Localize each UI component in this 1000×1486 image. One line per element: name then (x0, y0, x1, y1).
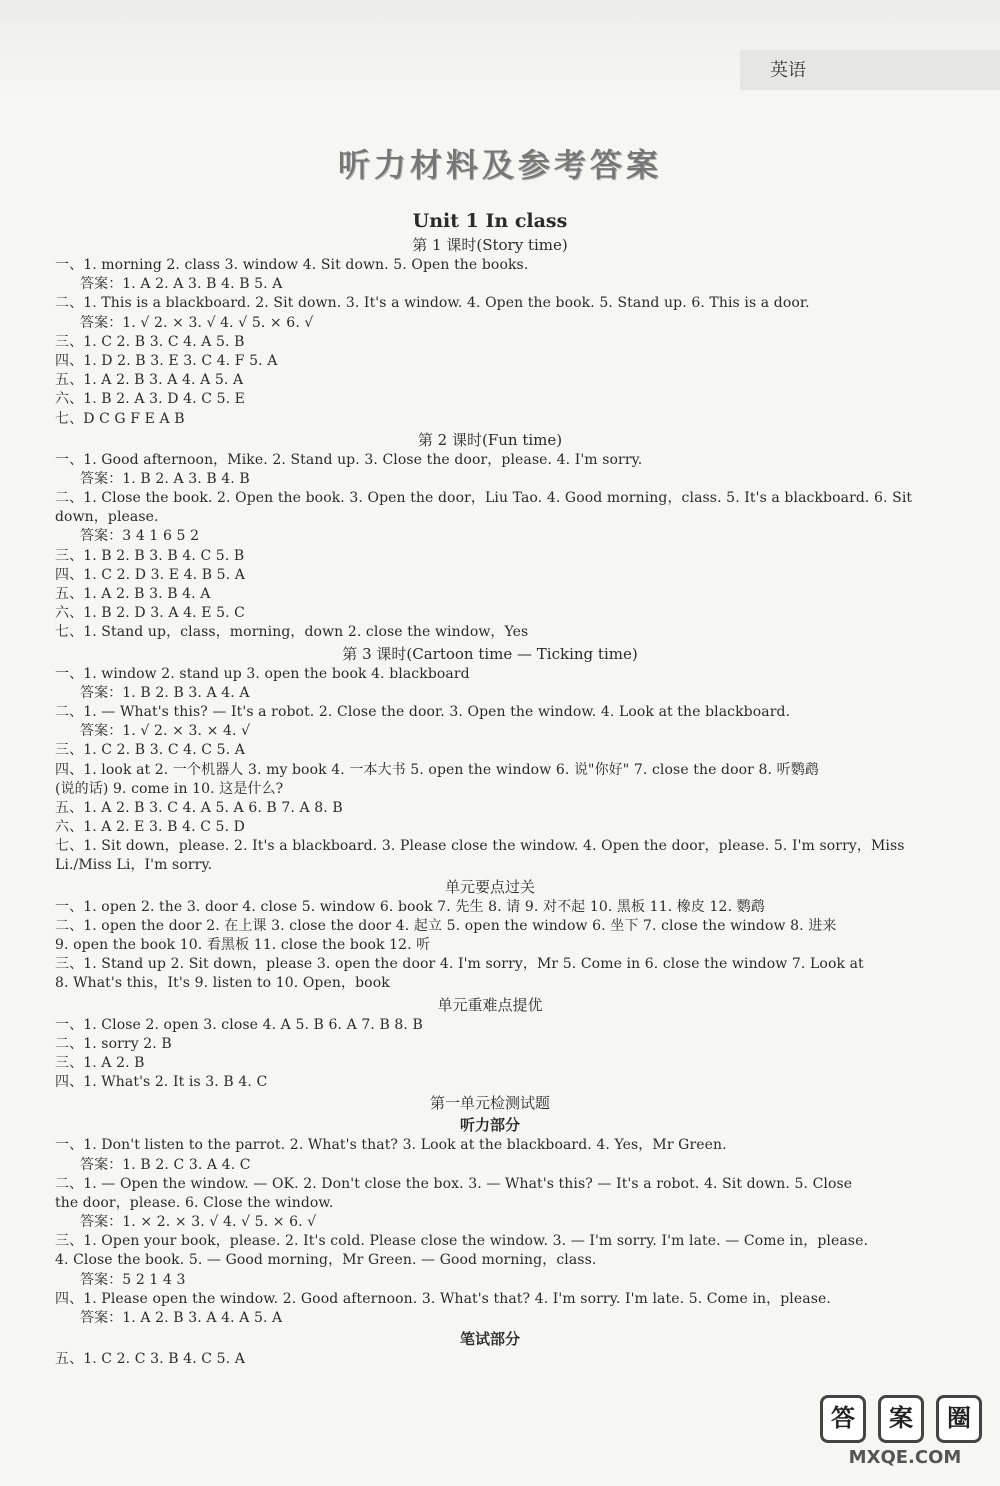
exercise-line: 四、1. D 2. B 3. E 3. C 4. F 5. A (55, 352, 278, 369)
exercise-line: 9. open the book 10. 看黑板 11. close the book 12. 听 (55, 937, 431, 953)
exercise-line: 一、1. morning 2. class 3. window 4. Sit down. 5. Open the books. (55, 257, 529, 273)
answer-key-line: 答案：1. B 2. C 3. A 4. C (80, 1156, 251, 1173)
exercise-line: down，please. (55, 509, 159, 526)
watermark-logo (820, 1395, 990, 1475)
watermark-char: 案 (878, 1395, 924, 1443)
exercise-line: 四、1. Please open the window. 2. Good afternoon. 3. What's that? 4. I'm sorry. I'm late. 5. Come in，please. (55, 1290, 831, 1307)
answer-key-line: 答案：1. B 2. A 3. B 4. B (80, 470, 250, 487)
section-heading: 第 1 课时(Story time) (412, 236, 568, 254)
answer-key-line: 答案：1. × 2. × 3. √ 4. √ 5. × 6. √ (80, 1214, 317, 1231)
exercise-line: 一、1. window 2. stand up 3. open the book 4. blackboard (55, 665, 470, 682)
answer-key-line: 答案：1. √ 2. × 3. × 4. √ (80, 723, 251, 740)
section-heading: 单元要点过关 (444, 877, 535, 896)
exercise-line: 七、1. Stand up，class，morning，down 2. close the window，Yes (55, 624, 529, 641)
section-heading: 听力部分 (459, 1116, 520, 1135)
exercise-line: (说的话) 9. come in 10. 这是什么? (55, 780, 284, 797)
exercise-line: 8. What's this，It's 9. listen to 10. Open，book (55, 975, 390, 992)
exercise-line: 四、1. C 2. D 3. E 4. B 5. A (55, 566, 245, 583)
exercise-line: 七、D C G F E A B (55, 410, 185, 427)
exercise-line: 三、1. B 2. B 3. B 4. C 5. B (55, 547, 245, 564)
watermark-char: 答 (820, 1395, 866, 1443)
answer-key-line: 答案：5 2 1 4 3 (80, 1271, 186, 1288)
section-heading: 单元重难点提优 (437, 995, 543, 1014)
answer-key-line: 答案：1. A 2. A 3. B 4. B 5. A (80, 276, 283, 293)
section-heading: 第 2 课时(Fun time) (417, 430, 563, 449)
exercise-line: 四、1. What's 2. It is 3. B 4. C (55, 1074, 268, 1091)
exercise-line: 4. Close the book. 5. — Good morning，Mr Green. — Good morning，class. (55, 1252, 597, 1269)
watermark-url: MXQE.COM (848, 1447, 962, 1468)
subject-label: 英语 (770, 60, 806, 81)
exercise-line: 一、1. open 2. the 3. door 4. close 5. window 6. book 7. 先生 8. 请 9. 对不起 10. 黑板 11. 橡皮 12. 鹦鹉 (55, 898, 765, 915)
exercise-line: Li./Miss Li，I'm sorry. (55, 857, 213, 874)
exercise-line: 二、1. — What's this? — It's a robot. 2. Close the door. 3. Open the window. 4. Look at the blackboard. (55, 703, 791, 720)
exercise-line: 三、1. Open your book，please. 2. It's cold. Please close the window. 3. — I'm sorry. I'm late. — Come in，please. (55, 1233, 869, 1250)
answer-key-line: 答案：1. A 2. B 3. A 4. A 5. A (80, 1310, 283, 1326)
section-heading: 第 3 课时(Cartoon time — Ticking time) (342, 644, 638, 663)
exercise-line: 二、1. sorry 2. B (55, 1035, 172, 1052)
exercise-line: 四、1. look at 2. 一个机器人 3. my book 4. 一本大书 5. open the window 6. 说"你好" 7. close the door 8. 听鹦鹉 (55, 761, 819, 778)
unit-title: Unit 1 In class (412, 210, 568, 232)
answer-key-line: 答案：1. √ 2. × 3. √ 4. √ 5. × 6. √ (80, 314, 314, 331)
exercise-line: 一、1. Don't listen to the parrot. 2. What's that? 3. Look at the blackboard. 4. Yes，Mr Green. (55, 1137, 727, 1154)
exercise-line: 二、1. This is a blackboard. 2. Sit down. 3. It's a window. 4. Open the book. 5. Stand up. 6. This is a door. (55, 295, 810, 312)
exercise-line: 六、1. B 2. A 3. D 4. C 5. E (55, 391, 245, 408)
section-heading: 第一单元检测试题 (429, 1094, 550, 1113)
exercise-line: 二、1. open the door 2. 在上课 3. close the door 4. 起立 5. open the window 6. 坐下 7. close the window 8. 进来 (55, 917, 837, 934)
exercise-line: 六、1. A 2. E 3. B 4. C 5. D (55, 819, 245, 836)
exercise-line: 六、1. B 2. D 3. A 4. E 5. C (55, 605, 245, 622)
exercise-line: 三、1. C 2. B 3. C 4. A 5. B (55, 333, 245, 350)
answer-blocks (55, 234, 925, 1369)
exercise-line: 一、1. Close 2. open 3. close 4. A 5. B 6. A 7. B 8. B (55, 1016, 423, 1033)
exercise-line: 三、1. Stand up 2. Sit down，please 3. open the door 4. I'm sorry，Mr 5. Come in 6. close the window 7. Look at (55, 956, 864, 973)
exercise-line: 五、1. A 2. B 3. C 4. A 5. A 6. B 7. A 8. B (55, 799, 343, 816)
exercise-line: 三、1. C 2. B 3. C 4. C 5. A (55, 742, 245, 759)
section-heading: 笔试部分 (459, 1330, 520, 1349)
answer-key-line: 答案：3 4 1 6 5 2 (80, 528, 200, 545)
page-title: 听力材料及参考答案 (337, 146, 662, 184)
watermark-char: 圈 (936, 1395, 982, 1443)
exercise-line: 三、1. A 2. B (55, 1054, 145, 1071)
answer-key-line: 答案：1. B 2. B 3. A 4. A (80, 684, 250, 701)
exercise-line: 二、1. Close the book. 2. Open the book. 3. Open the door，Liu Tao. 4. Good morning，class. 5. It's a blackboard. 6. Sit (55, 490, 913, 507)
answer-content (55, 208, 925, 1369)
exercise-line: 七、1. Sit down，please. 2. It's a blackboard. 3. Please close the window. 4. Open the door，please. 5. I'm sorry，Miss (55, 838, 905, 855)
exercise-line: 二、1. — Open the window. — OK. 2. Don't close the box. 3. — What's this? — It's a robot. 4. Sit down. 5. Close (55, 1175, 853, 1192)
exercise-line: 五、1. C 2. C 3. B 4. C 5. A (55, 1351, 245, 1368)
exercise-line: the door，please. 6. Close the window. (55, 1194, 334, 1211)
exercise-line: 五、1. A 2. B 3. A 4. A 5. A (55, 372, 244, 389)
exercise-line: 五、1. A 2. B 3. B 4. A (55, 586, 211, 602)
exercise-line: 一、1. Good afternoon，Mike. 2. Stand up. 3. Close the door，please. 4. I'm sorry. (55, 451, 643, 468)
